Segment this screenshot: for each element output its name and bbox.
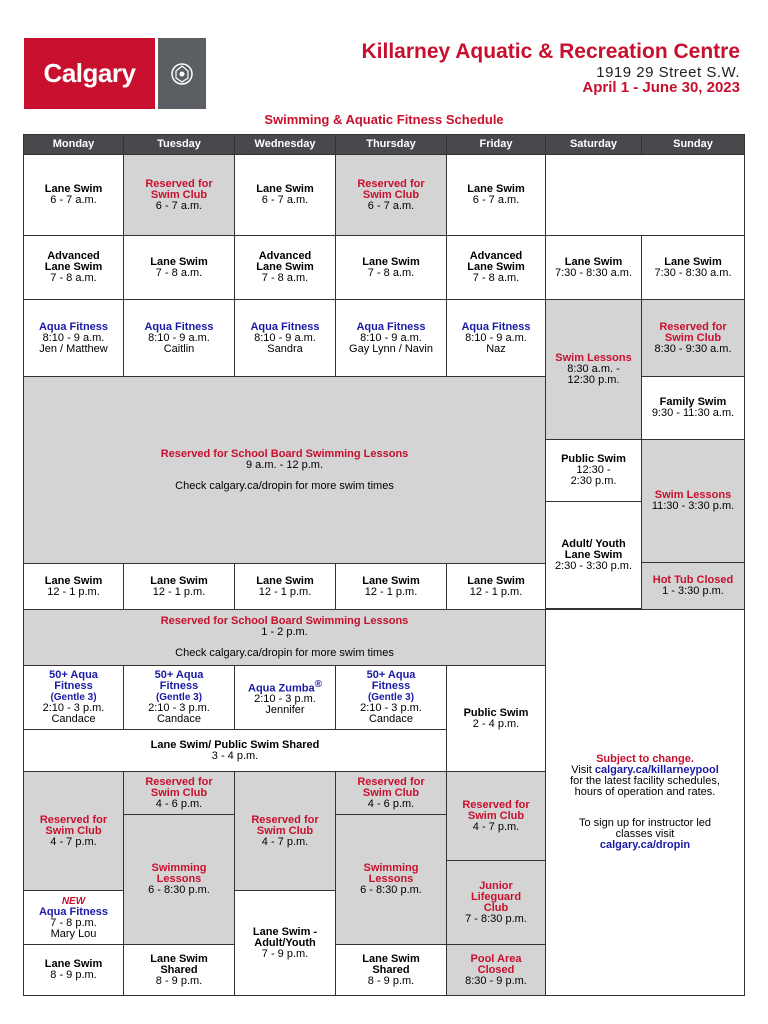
schedule-cell: Reserved for Swim Club 4 - 7 p.m. bbox=[234, 771, 336, 891]
schedule-cell: Reserved for Swim Club 4 - 6 p.m. bbox=[335, 771, 447, 815]
schedule-cell: 50+ Aqua Fitness (Gentle 3) 2:10 - 3 p.m. Candace bbox=[123, 665, 235, 730]
address: 1919 29 Street S.W. bbox=[596, 64, 740, 81]
schedule-cell: Reserved for Swim Club 4 - 7 p.m. bbox=[446, 771, 546, 861]
killarney-pool-link[interactable]: calgary.ca/killarneypool bbox=[594, 764, 719, 776]
schedule-cell: Advanced Lane Swim 7 - 8 a.m. bbox=[234, 235, 336, 300]
schedule-cell: 50+ Aqua Fitness (Gentle 3) 2:10 - 3 p.m. Candace bbox=[23, 665, 124, 730]
schedule-cell: Aqua Fitness 8:10 - 9 a.m. Jen / Matthew bbox=[23, 299, 124, 377]
day-header-tuesday: Tuesday bbox=[123, 134, 235, 155]
notice-box bbox=[545, 609, 745, 996]
schedule-cell: Aqua Zumba® 2:10 - 3 p.m. Jennifer bbox=[234, 665, 336, 730]
schedule-cell: Reserved for Swim Club 4 - 7 p.m. bbox=[23, 771, 124, 891]
day-header-friday: Friday bbox=[446, 134, 546, 155]
schedule-cell: Lane Swim 12 - 1 p.m. bbox=[23, 563, 124, 610]
notice-visit: Visit bbox=[571, 764, 592, 776]
schedule-cell: Advanced Lane Swim 7 - 8 a.m. bbox=[446, 235, 546, 300]
day-header-wednesday: Wednesday bbox=[234, 134, 336, 155]
schedule-cell: Reserved for Swim Club 8:30 - 9:30 a.m. bbox=[641, 299, 745, 377]
schedule-subtitle: Swimming & Aquatic Fitness Schedule bbox=[264, 112, 504, 127]
schedule-cell: Lane Swim 7:30 - 8:30 a.m. bbox=[641, 235, 745, 300]
schedule-cell: NEW Aqua Fitness 7 - 8 p.m. Mary Lou bbox=[23, 890, 124, 945]
schedule-cell: Aqua Fitness 8:10 - 9 a.m. Caitlin bbox=[123, 299, 235, 377]
schedule-cell: Pool Area Closed 8:30 - 9 p.m. bbox=[446, 944, 546, 996]
schedule-cell: Reserved for School Board Swimming Lessons 1 - 2 p.m. Check calgary.ca/dropin for more swim times bbox=[23, 609, 546, 666]
schedule-cell: Hot Tub Closed 1 - 3:30 p.m. bbox=[641, 562, 745, 610]
notice-signup: To sign up for instructor led classes visit bbox=[578, 817, 712, 840]
schedule-cell: Lane Swim 7:30 - 8:30 a.m. bbox=[545, 235, 642, 300]
schedule-cell: Public Swim 12:30 - 2:30 p.m. bbox=[545, 439, 642, 502]
day-header-saturday: Saturday bbox=[545, 134, 642, 155]
schedule-cell: Lane Swim 6 - 7 a.m. bbox=[23, 154, 124, 236]
schedule-cell: Reserved for Swim Club 4 - 6 p.m. bbox=[123, 771, 235, 815]
schedule-cell: Lane Swim Shared 8 - 9 p.m. bbox=[335, 944, 447, 996]
notice-subject: Subject to change. bbox=[596, 753, 694, 765]
page-title: Killarney Aquatic & Recreation Centre bbox=[361, 40, 740, 63]
notice-line: for the latest facility schedules, hours of operation and rates. bbox=[570, 775, 720, 798]
schedule-cell: Aqua Fitness 8:10 - 9 a.m. Sandra bbox=[234, 299, 336, 377]
date-range: April 1 - June 30, 2023 bbox=[582, 79, 740, 96]
schedule-cell: Swimming Lessons 6 - 8:30 p.m. bbox=[123, 814, 235, 945]
logo-red-block bbox=[24, 38, 155, 109]
day-header-thursday: Thursday bbox=[335, 134, 447, 155]
schedule-cell: Junior Lifeguard Club 7 - 8:30 p.m. bbox=[446, 860, 546, 945]
schedule-cell: Lane Swim 7 - 8 a.m. bbox=[335, 235, 447, 300]
schedule-cell: Lane Swim 7 - 8 a.m. bbox=[123, 235, 235, 300]
schedule-cell: Lane Swim Shared 8 - 9 p.m. bbox=[123, 944, 235, 996]
schedule-cell-empty bbox=[545, 154, 745, 236]
calgary-logo bbox=[24, 38, 206, 109]
schedule-cell: Lane Swim 8 - 9 p.m. bbox=[23, 944, 124, 996]
schedule-cell: Family Swim 9:30 - 11:30 a.m. bbox=[641, 376, 745, 440]
schedule-cell: Adult/ Youth Lane Swim 2:30 - 3:30 p.m. bbox=[545, 501, 642, 609]
schedule-cell: Swim Lessons 8:30 a.m. - 12:30 p.m. bbox=[545, 299, 642, 440]
dropin-link[interactable]: calgary.ca/dropin bbox=[599, 839, 691, 851]
schedule-cell: Lane Swim 12 - 1 p.m. bbox=[234, 563, 336, 610]
schedule-table bbox=[23, 134, 745, 996]
schedule-cell: Reserved for Swim Club 6 - 7 a.m. bbox=[123, 154, 235, 236]
schedule-cell: Public Swim 2 - 4 p.m. bbox=[446, 665, 546, 772]
schedule-cell: Reserved for School Board Swimming Lessons 9 a.m. - 12 p.m. Check calgary.ca/dropin for more swim times bbox=[23, 376, 546, 564]
schedule-cell: Lane Swim/ Public Swim Shared 3 - 4 p.m. bbox=[23, 729, 447, 772]
schedule-cell: Lane Swim 6 - 7 a.m. bbox=[234, 154, 336, 236]
logo-text: Calgary bbox=[43, 58, 136, 88]
schedule-cell: Aqua Fitness 8:10 - 9 a.m. Naz bbox=[446, 299, 546, 377]
schedule-cell: Lane Swim 6 - 7 a.m. bbox=[446, 154, 546, 236]
schedule-cell: Lane Swim - Adult/Youth 7 - 9 p.m. bbox=[234, 890, 336, 996]
schedule-cell: Reserved for Swim Club 6 - 7 a.m. bbox=[335, 154, 447, 236]
coat-of-arms-icon bbox=[158, 38, 206, 109]
schedule-cell: Lane Swim 12 - 1 p.m. bbox=[335, 563, 447, 610]
schedule-cell: Lane Swim 12 - 1 p.m. bbox=[446, 563, 546, 610]
schedule-cell: Swim Lessons 11:30 - 3:30 p.m. bbox=[641, 439, 745, 563]
schedule-cell: Lane Swim 12 - 1 p.m. bbox=[123, 563, 235, 610]
day-header-monday: Monday bbox=[23, 134, 124, 155]
schedule-cell: Advanced Lane Swim 7 - 8 a.m. bbox=[23, 235, 124, 300]
day-header-sunday: Sunday bbox=[641, 134, 745, 155]
schedule-cell: Swimming Lessons 6 - 8:30 p.m. bbox=[335, 814, 447, 945]
schedule-cell: 50+ Aqua Fitness (Gentle 3) 2:10 - 3 p.m. Candace bbox=[335, 665, 447, 730]
schedule-cell: Aqua Fitness 8:10 - 9 a.m. Gay Lynn / Navin bbox=[335, 299, 447, 377]
